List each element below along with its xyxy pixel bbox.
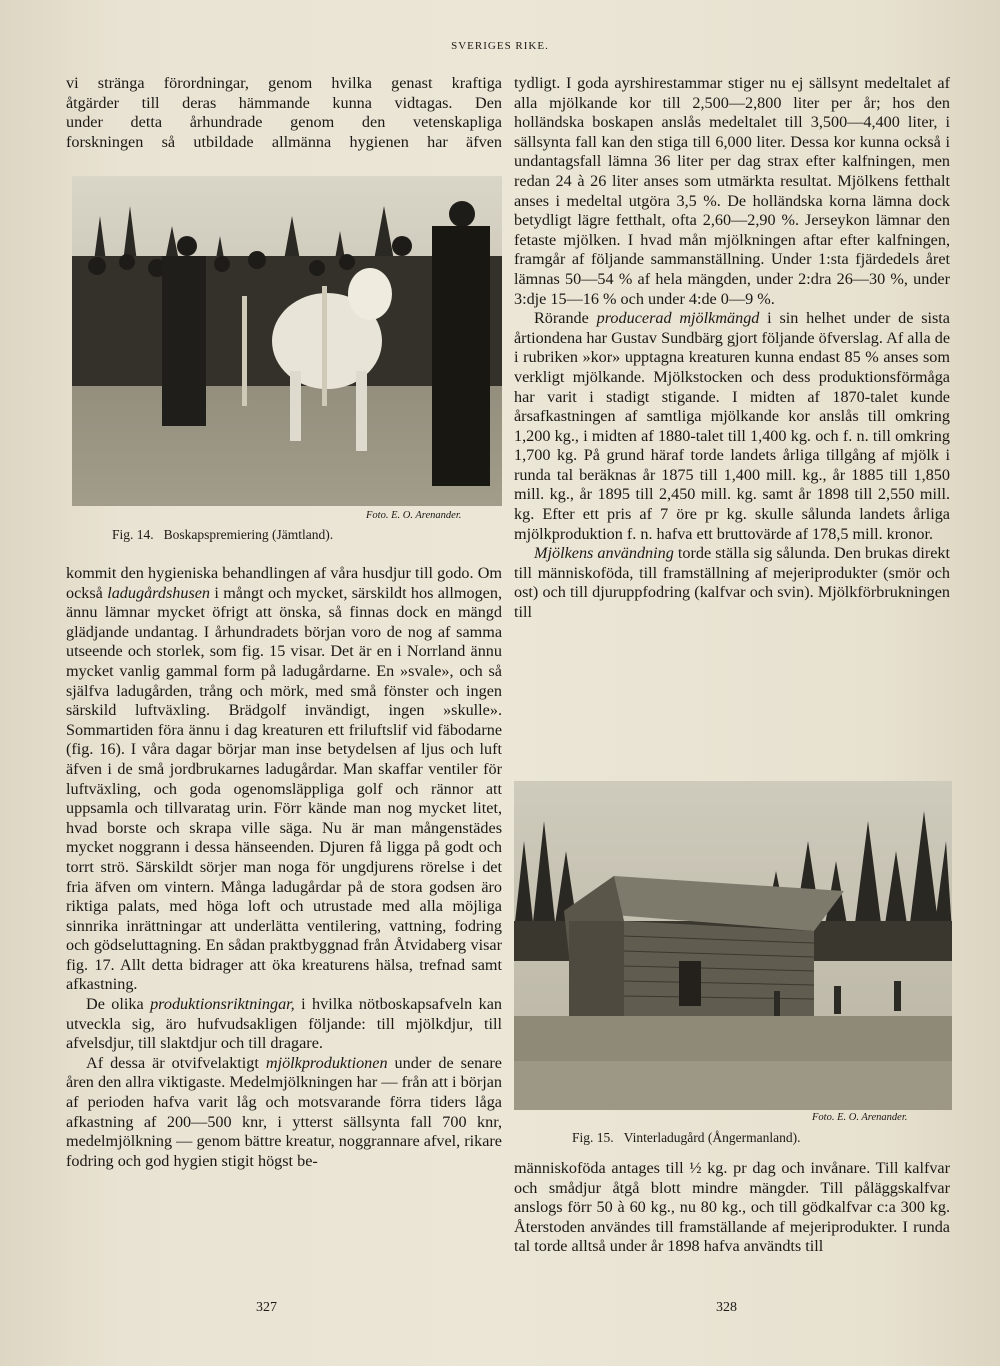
text-line: under detta århundrade genom den vetenskapliga [66,113,502,132]
figure-15-title: Vinterladugård (Ångermanland). [623,1130,801,1145]
figure-15-photo [514,781,952,1110]
left-column-body [66,564,502,1171]
figure-15-caption [572,1130,801,1146]
italic-term: produktionsriktningar, [150,995,295,1014]
figure-14-caption [112,527,333,543]
paragraph [66,564,502,995]
italic-term: ladugårdshusen [107,583,211,602]
paragraph: människoföda antages till ½ kg. pr dag och invånare. Till kalfvar och smådjur åtgå blott mindre mängder. Till påläggskalfvar anslogs förr 50 à 60 kg., nu 80 kg., och till gödkalfvar c:a 300 kg. Återstoden användes till framställande af mejeriprodukter. I runda tal torde alltså under år 1898 hafva användts till [514,1159,950,1256]
figure-14-credit: Foto. E. O. Arenander. [366,510,462,521]
paragraph [514,309,950,544]
left-column-top [66,74,502,152]
text-span: De olika [86,995,151,1014]
page-number-left: 327 [256,1300,277,1315]
text-span: Rörande [534,309,597,328]
running-head: SVERIGES RIKE. [451,40,549,52]
text-line: vi stränga förordningar, genom hvilka genast kraftiga [66,74,502,92]
figure-15-label: Fig. 15. [572,1130,614,1145]
paragraph [514,544,950,622]
text-line: forskningen så utbildade allmänna hygienen har äfven [66,132,502,151]
italic-term: producerad mjölkmängd [596,309,760,328]
text-span: under de senare åren den allra viktigaste. Medelmjölkningen har — från att i början af perioden hafva varit låg och motsvarande förra tiders låga afkastning af 200—500 knr, i ytterst sällsynta fall 700 knr, medelmjölkning — genom bättre kreatur, noggrannare afvel, rikare fodring och god hygien stigit högst be- [66,1053,502,1170]
paragraph [66,1054,502,1172]
paragraph [66,995,502,1054]
figure-14-label: Fig. 14. [112,527,154,542]
figure-15-credit: Foto. E. O. Arenander. [812,1112,908,1123]
text-span: i mångt och mycket, särskildt hos allmogen, ännu lämnar mycket öfrigt att önska, så finnas dock en mängd glädjande undantag. I århundradets början voro de nog af samma utseende och storlek, som fig. 15 visar. Det är en i Norrland ännu mycket vanlig gammal form på ladugårdarne. En »svale», och så själfva ladugården, trång och mörk, med små fönster och ingen särskild luftväxling. Brädgolf invändigt, ingen »skulle». Sommartiden föra ännu i dag kreaturen ett friluftslif vid fäbodarne (fig. 16). I våra dagar börjar man inse betydelsen af ljus och luft äfven i de små jordbrukarnes ladugårdar. Man skaffar ventiler för luftväxling, och goda ogenomsläppliga golf och rännor att uppsamla och tillvaratag urin. Förr kände man nog mycket litet, hvad borste och skrapa ville säga. Nu är man mångenstädes mycket noggrann i dessa hänseenden. Djuren få ligga på godt och torrt strö. Särskildt sörjer man noga för ungdjurens rörelse i det fria äfven om vintern. Många ladugårdar på de stora godsen äro riktiga palats, med höga loft och utrustade med alla möjliga sinnrika inrättningar att underlätta ventilering, vattning, fodring och gödseluttagning. En sådan praktbyggnad från Åtvidaberg visar fig. 17. Allt detta bidrager att öka kreaturens hälsa, trefnad samt afkastning. [66,583,503,994]
text-line: åtgärder till deras hämmande kunna vidtagas. Den [66,93,502,112]
page-number-right: 328 [716,1300,737,1315]
italic-term: Mjölkens användning [534,544,674,563]
right-column-bottom [514,1159,950,1257]
figure-14-photo [72,176,502,506]
text-span: torde ställa sig sålunda. Den brukas direkt till människoföda, till framställning af mejeriprodukter (smör och ost) och till djuruppfodring (kalfvar och svin). Mjölkförbrukningen till [514,544,950,622]
text-span: i sin helhet under de sista årtiondena har Gustav Sundbärg gjort följande öfverslag. Af alla de i rubriken »kor» upptagna kreaturen kunna endast 85 % anses som verkligt mjölkande. Mjölkstocken och dess produktionsförmåga har varit i stadigt stigande. I midten af 1870-talet kunde årsafkastningen af samtliga mjölkande kor anslås till omkring 1,200 kg., i midten af 1880-talet till 1,400 kg. och f. n. till omkring 1,700 kg. På grund häraf torde landets årliga tillgång af mjölk i runda tal beräknas år 1875 till 1,400 mill. kg., år 1885 till 1,850 mill. kg., år 1895 till 2,450 mill. kg. samt år 1898 till 2,550 mill. kg. Efter ett pris af 7 öre pr kg. skulle sålunda landets årliga mjölkproduktion f. n. hafva ett bruttovärde af 178,5 mill. kronor. [514,309,950,543]
paragraph: tydligt. I goda ayrshirestammar stiger nu ej sällsynt medeltalet af alla mjölkande kor till 2,500—2,800 liter per år; hos den holländska boskapen anslås medeltalet till 3,500—4,400 liter, i sällsynta fall kan den stiga till 6,000 liter. Dessa kor kunna också i undantagsfall lämna 36 liter per dag strax efter kalfningen, men redan 24 à 26 liter anses som utmärkta resultat. Mjölkens fetthalt anses i medeltal utgöra 3,5 %. De holländska korna lämna dock betydligt lägre fetthalt, ofta 2,60—2,90 %. Jerseykon lämnar den fetaste mjölken. I hvad mån mjölkningen aftar efter kalfningen, framgår af följande sammanställning. Under 1:sta fjärdedels året lämnas 50—54 % af hela mängden, under 2:dra 26—30 %, under 3:dje 15—16 % och under 4:de 0—9 %. [514,74,950,308]
italic-term: mjölkproduktionen [265,1053,388,1072]
figure-14-title: Boskapspremiering (Jämtland). [163,527,334,542]
text-span: kommit den hygieniska behandlingen af våra husdjur till godo. Om också [66,564,502,602]
right-column-body [514,74,950,623]
text-span: Af dessa är otvifvelaktigt [86,1053,266,1072]
text-span: i hvilka nötboskapsafveln kan utveckla sig, äro hufvudsakligen följande: till mjölkdjur, till afvelsdjur, till slaktdjur och till dragare. [66,995,502,1053]
